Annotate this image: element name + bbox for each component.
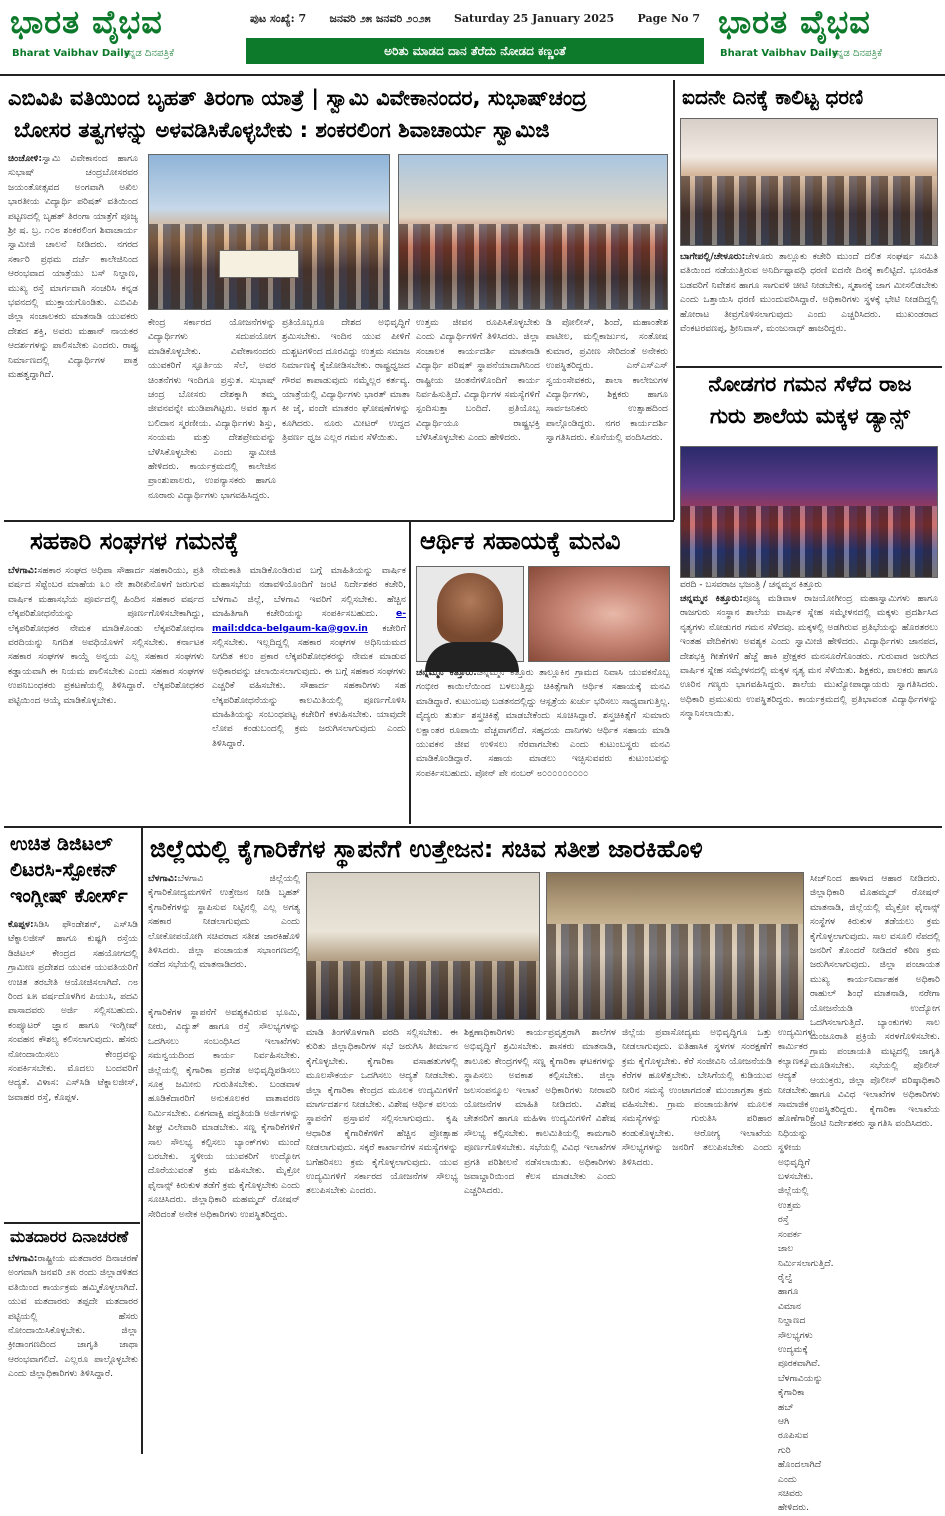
- issue-number: ಪುಟ ಸಂಖ್ಯೆ: 7: [250, 12, 307, 25]
- person-photo: [416, 566, 524, 662]
- cooperative-dateline: ಬೆಳಗಾವಿ:: [8, 565, 38, 576]
- financial-dateline: ಚನ್ನಮ್ಮನ ಕಿತ್ತೂರು:: [416, 667, 477, 678]
- brand-sub-kn-left: ಕನ್ನಡ ದಿನಪತ್ರಿಕೆ: [124, 48, 175, 59]
- page-number: Page No 7: [637, 12, 700, 25]
- abvp-rally-photo: [148, 154, 390, 310]
- face-shape: [437, 573, 503, 643]
- section-divider: [676, 366, 942, 368]
- dharna-text: ಚೇಳೂರು ತಾಲ್ಲೂಕು ಕಚೇರಿ ಮುಂದೆ ದಲಿತ ಸಂಘರ್ಷ ಸಮಿತಿ ವತಿಯಿಂದ ನಡೆಯುತ್ತಿರುವ ಅನಿರ್ದಿಷ್ಟಾವಧಿ ಧರಣಿ ಐದನೇ ದಿನಕ್ಕೆ ಕಾಲಿಟ್ಟಿದೆ. ಭೂರಹಿತ ಬಡವರಿಗೆ ನಿವೇಶನ ಹಾಗೂ ಸಾಗುವಳಿ ಚೀಟಿ ನೀಡಬೇಕು, ಸ್ಮಶಾನಕ್ಕೆ ಜಾಗ ಮೀಸಲಿಡಬೇಕು ಎಂದು ಒತ್ತಾಯಿಸಿ ಧರಣಿ ಮುಂದುವರಿಸಿದ್ದಾರೆ. ಅಧಿಕಾರಿಗಳು ಸ್ಥಳಕ್ಕೆ ಭೇಟಿ ನೀಡದಿದ್ದಲ್ಲಿ ಹೋರಾಟ ತೀವ್ರಗೊಳಿಸಲಾಗುವುದು ಎಂದು ಎಚ್ಚರಿಸಿದರು. ಮುಖಂಡರಾದ ವೆಂಕಟರವಣಪ್ಪ, ಶ್ರೀನಿವಾಸ್, ಮಂಜುನಾಥ್ ಹಾಜರಿದ್ದರು.: [680, 251, 938, 335]
- abvp-col1-text: ಸ್ವಾಮಿ ವಿವೇಕಾನಂದ ಹಾಗೂ ಸುಭಾಷ್ ಚಂದ್ರಬೋಸರವರ ಜಯಂತೋತ್ಸವದ ಅಂಗವಾಗಿ ಅಖಿಲ ಭಾರತೀಯ ವಿದ್ಯಾರ್ಥಿ ಪರಿಷತ್ ವತಿಯಿಂದ ಪಟ್ಟಣದಲ್ಲಿ ಬೃಹತ್ ತಿರಂಗಾ ಯಾತ್ರೆಗೆ ಪೂಜ್ಯ ಶ್ರೀ ಷ. ಬ್ರ. ೧೦೮ ಶಂಕರಲಿಂಗ ಶಿವಾಚಾರ್ಯ ಸ್ವಾಮೀಜಿ ಚಾಲನೆ ನೀಡಿದರು. ನಗರದ ಸರ್ಕಾರಿ ಪ್ರಥಮ ದರ್ಜೆ ಕಾಲೇಜಿನಿಂದ ಆರಂಭವಾದ ಯಾತ್ರೆಯು ಬಸ್ ನಿಲ್ದಾಣ, ಮುಖ್ಯ ರಸ್ತೆ ಮಾರ್ಗವಾಗಿ ಸಂಚರಿಸಿ ಕನ್ನಡ ಭವನದಲ್ಲಿ ಮುಕ್ತಾಯಗೊಂಡಿತು. ಎಬಿವಿಪಿ ಜಿಲ್ಲಾ ಸಂಚಾಲಕರು ಮಾತನಾಡಿ ಯುವಕರು ದೇಶದ ಶಕ್ತಿ, ಅವರು ಮಹಾನ್ ನಾಯಕರ ಆದರ್ಶಗಳನ್ನು ಪಾಲಿಸಬೇಕು ಎಂದರು. ರಾಷ್ಟ್ರ ನಿರ್ಮಾಣದಲ್ಲಿ ವಿದ್ಯಾರ್ಥಿಗಳ ಪಾತ್ರ ಮಹತ್ವದ್ದಾಗಿದೆ.: [8, 153, 138, 381]
- cooperative-email-link[interactable]: e-mail:ddca-belgaum-ka@gov.in: [212, 608, 407, 634]
- financial-text: ಚನ್ನಮ್ಮನ ಕಿತ್ತೂರು ತಾಲ್ಲೂಕಿನ ಗ್ರಾಮದ ನಿವಾಸಿ ಯುವಕನೊಬ್ಬ ಗಂಭೀರ ಕಾಯಿಲೆಯಿಂದ ಬಳಲುತ್ತಿದ್ದು ಚಿಕಿತ್ಸೆಗಾಗಿ ಆರ್ಥಿಕ ಸಹಾಯಕ್ಕೆ ಮನವಿ ಮಾಡಿದ್ದಾರೆ. ಕುಟುಂಬವು ಬಡತನದಲ್ಲಿದ್ದು ಆಸ್ಪತ್ರೆಯ ಖರ್ಚು ಭರಿಸಲು ಸಾಧ್ಯವಾಗುತ್ತಿಲ್ಲ. ವೈದ್ಯರು ತುರ್ತು ಶಸ್ತ್ರಚಿಕಿತ್ಸೆ ಮಾಡಬೇಕೆಂದು ಸೂಚಿಸಿದ್ದಾರೆ. ಶಸ್ತ್ರಚಿಕಿತ್ಸೆಗೆ ಸುಮಾರು ಲಕ್ಷಾಂತರ ರೂಪಾಯಿ ವೆಚ್ಚವಾಗಲಿದೆ. ಸಹೃದಯ ದಾನಿಗಳು ಆರ್ಥಿಕ ಸಹಾಯ ಮಾಡಿ ಯುವಕನ ಜೀವ ಉಳಿಸಲು ನೆರವಾಗಬೇಕು ಎಂದು ಕುಟುಂಬಸ್ಥರು ಮನವಿ ಮಾಡಿಕೊಂಡಿದ್ದಾರೆ. ಸಹಾಯ ಮಾಡಲು ಇಚ್ಛಿಸುವವರು ಕುಟುಂಬವನ್ನು ಸಂಪರ್ಕಿಸಬಹುದು. ಪೋನ್ ಪೇ ನಂಬರ್ ೮೦೦೦೦೦೦೦೦೦: [416, 667, 670, 779]
- kannada-date: ಜನವರಿ ೨೫ ಜನವರಿ ೨೦೨೫: [329, 12, 431, 25]
- masthead: [0, 0, 945, 76]
- tagline-bar: ಅರಿತು ಮಾಡದ ದಾನ ತೆರೆದು ನೋಡದ ಕಣ್ಣಂತೆ: [246, 38, 704, 64]
- abvp-column-5: ಡಿ ಪೋಲೀಸ್, ಶಿಂದೆ, ಮಹಾಂತೇಶ ಪಾಟೀಲ, ಮಲ್ಲಿಕಾರ್ಜುನ, ಸಂತೋಷ ಕುಮಾರ, ಪ್ರವೀಣ ಸೇರಿದಂತೆ ಅನೇಕರು ಉಪಸ್ಥಿತರಿದ್ದರು. ಎನ್‌ಎಸ್‌ಎಸ್ ಸ್ವಯಂಸೇವಕರು, ಶಾಲಾ ಕಾಲೇಜುಗಳ ವಿದ್ಯಾರ್ಥಿಗಳು, ಶಿಕ್ಷಕರು ಹಾಗೂ ಸಾರ್ವಜನಿಕರು ಉತ್ಸಾಹದಿಂದ ಪಾಲ್ಗೊಂಡಿದ್ದರು. ನಗರ ಕಾರ್ಯದರ್ಶಿ ಸ್ವಾಗತಿಸಿದರು. ಕೊನೆಯಲ್ಲಿ ವಂದಿಸಿದರು.: [546, 317, 668, 444]
- dharna-body: [680, 250, 938, 362]
- column-divider: [409, 522, 411, 824]
- abvp-march-photo: [398, 154, 668, 310]
- industries-column-2: ಮಾಡಿ ತಿಂಗಳೊಳಗಾಗಿ ವರದಿ ಸಲ್ಲಿಸಬೇಕು. ಈ ಕುರಿತು ಜಿಲ್ಲಾಧಿಕಾರಿಗಳ ಸಭೆ ಜರುಗಿಸಿ ತೀರ್ಮಾನ ಕೈಗೊಳ್ಳಬೇಕು. ಕೈಗಾರಿಕಾ ವಸಾಹತುಗಳಲ್ಲಿ ಮೂಲಸೌಕರ್ಯ ಒದಗಿಸಲು ಆದ್ಯತೆ ನೀಡಬೇಕು. ಜಿಲ್ಲಾ ಕೈಗಾರಿಕಾ ಕೇಂದ್ರದ ಮೂಲಕ ಉದ್ಯಮಿಗಳಿಗೆ ಮಾರ್ಗದರ್ಶನ ನೀಡಬೇಕು. ವಿಶೇಷ ಆರ್ಥಿಕ ವಲಯ ಸ್ಥಾಪನೆಗೆ ಪ್ರಸ್ತಾವನೆ ಸಲ್ಲಿಸಲಾಗುವುದು. ಕೃಷಿ ಆಧಾರಿತ ಕೈಗಾರಿಕೆಗಳಿಗೆ ಹೆಚ್ಚಿನ ಪ್ರೋತ್ಸಾಹ ನೀಡಲಾಗುವುದು. ಸಕ್ಕರೆ ಕಾರ್ಖಾನೆಗಳ ಸಮಸ್ಯೆಗಳನ್ನು ಬಗೆಹರಿಸಲು ಕ್ರಮ ಕೈಗೊಳ್ಳಲಾಗುವುದು. ಯುವ ಉದ್ಯಮಿಗಳಿಗೆ ಸರ್ಕಾರದ ಯೋಜನೆಗಳ ಸೌಲಭ್ಯ ತಲುಪಿಸಬೇಕು ಎಂದರು.: [306, 1027, 458, 1197]
- dance-photo: [680, 446, 938, 578]
- industries-col1-top-text: ಬೆಳಗಾವಿ ಜಿಲ್ಲೆಯಲ್ಲಿ ಕೈಗಾರಿಕೋದ್ಯಮಗಳಿಗೆ ಉತ್ತೇಜನ ನೀಡಿ ಬೃಹತ್ ಕೈಗಾರಿಕೆಗಳನ್ನು ಸ್ಥಾಪಿಸುವ ನಿಟ್ಟಿನಲ್ಲಿ ಎಲ್ಲ ಅಗತ್ಯ ಸಹಕಾರ ನೀಡಲಾಗುವುದು ಎಂದು ಲೋಕೋಪಯೋಗಿ ಸಚಿವರಾದ ಸತೀಶ ಜಾರಕಿಹೊಳಿ ತಿಳಿಸಿದರು. ಜಿಲ್ಲಾ ಪಂಚಾಯತ ಸಭಾಂಗಣದಲ್ಲಿ ನಡೆದ ಸಭೆಯಲ್ಲಿ ಮಾತನಾಡಿದರು.: [148, 873, 300, 971]
- dance-caption: ವರದಿ - ಬಸವರಾಜ ಭಜಂತ್ರಿ / ಚನ್ನಮ್ಮನ ಕಿತ್ತೂರು: [680, 580, 823, 590]
- brand-name-right: ಭಾರತ ವೈಭವ: [718, 3, 871, 41]
- voters-dateline: ಬೆಳಗಾವಿ:: [8, 1253, 38, 1264]
- photo-dancers: [681, 506, 937, 578]
- voters-text: ರಾಷ್ಟ್ರೀಯ ಮತದಾರರ ದಿನಾಚರಣೆ ಅಂಗವಾಗಿ ಜನವರಿ ೨೫ ರಂದು ಜಿಲ್ಲಾಡಳಿತದ ವತಿಯಿಂದ ಕಾರ್ಯಕ್ರಮ ಹಮ್ಮಿಕೊಳ್ಳಲಾಗಿದೆ. ಯುವ ಮತದಾರರು ತಪ್ಪದೇ ಮತದಾರರ ಪಟ್ಟಿಯಲ್ಲಿ ಹೆಸರು ನೋಂದಾಯಿಸಿಕೊಳ್ಳಬೇಕು. ಜಿಲ್ಲಾ ಕ್ರೀಡಾಂಗಣದಿಂದ ಜಾಗೃತಿ ಜಾಥಾ ಆರಂಭವಾಗಲಿದೆ. ಎಲ್ಲರೂ ಪಾಲ್ಗೊಳ್ಳಬೇಕು ಎಂದು ಜಿಲ್ಲಾಧಿಕಾರಿಗಳು ತಿಳಿಸಿದ್ದಾರೆ.: [8, 1253, 138, 1380]
- industries-column-1-top: [148, 872, 300, 1002]
- abvp-column-1: [8, 152, 138, 512]
- photo-crowd: [399, 224, 667, 309]
- digital-text: ಸಿಡಿಸಿ ಫೌಂಡೇಶನ್, ಎಸ್‌ಸಿಡಿ ಟೆಕ್ನಾಲಜೀಸ್ ಹಾಗೂ ಕುಷ್ಟಗಿ ರಸ್ತೆಯ ಡಿಜಿಟಲ್ ಕೇಂದ್ರದ ಸಹಯೋಗದಲ್ಲಿ ಗ್ರಾಮೀಣ ಪ್ರದೇಶದ ಯುವಕ ಯುವತಿಯರಿಗೆ ಉಚಿತ ತರಬೇತಿ ಆಯೋಜಿಸಲಾಗಿದೆ. ೧೮ ರಿಂದ ೩೫ ವರ್ಷದೊಳಗಿನ ಪಿಯುಸಿ, ಪದವಿ ಪಾಸಾದವರು ಅರ್ಜಿ ಸಲ್ಲಿಸಬಹುದು. ಕಂಪ್ಯೂಟರ್ ಜ್ಞಾನ ಹಾಗೂ ಇಂಗ್ಲೀಷ್ ಸಂವಹನ ಕೌಶಲ್ಯ ಕಲಿಸಲಾಗುವುದು. ಹೆಸರು ನೋಂದಾಯಿಸಲು ಕೇಂದ್ರವನ್ನು ಸಂಪರ್ಕಿಸಬೇಕು. ಮೊದಲು ಬಂದವರಿಗೆ ಆದ್ಯತೆ. ವಿಳಾಸ: ಎಸ್‌ಸಿಡಿ ಟೆಕ್ನಾಲಜೀಸ್, ಜವಾಹರ ರಸ್ತೆ, ಕೊಪ್ಪಳ.: [8, 919, 138, 1103]
- digital-dateline: ಕೊಪ್ಪಳ:: [8, 919, 34, 930]
- industries-column-5: ಉದ್ಯಮಿಗಳು ಕಾರ್ಮಿಕರ ಕಲ್ಯಾಣಕ್ಕೂ ಆದ್ಯತೆ ನೀಡಬೇಕು. ಸಾಮಾಜಿಕ ಹೊಣೆಗಾರಿಕೆ ನಿಧಿಯನ್ನು ಸ್ಥಳೀಯ ಅಭಿವೃದ್ಧಿಗೆ ಬಳಸಬೇಕು. ಜಿಲ್ಲೆಯಲ್ಲಿ ಉತ್ತಮ ರಸ್ತೆ ಸಂಪರ್ಕ ಜಾಲ ನಿರ್ಮಿಸಲಾಗುತ್ತಿದೆ. ರೈಲ್ವೆ ಹಾಗೂ ವಿಮಾನ ನಿಲ್ದಾಣದ ಸೌಲಭ್ಯಗಳು ಉದ್ಯಮಕ್ಕೆ ಪೂರಕವಾಗಿವೆ. ಬೆಳಗಾವಿಯನ್ನು ಕೈಗಾರಿಕಾ ಹಬ್ ಆಗಿ ರೂಪಿಸುವ ಗುರಿ ಹೊಂದಲಾಗಿದೆ ಎಂದು ಸಚಿವರು ಹೇಳಿದರು.: [778, 1027, 834, 1514]
- dance-dateline: ಚನ್ನಮ್ಮನ ಕಿತ್ತೂರು:: [680, 593, 743, 604]
- cooperative-col2-text: ನೇಮಕಾತಿ ಮಾಡಿಕೊಂಡಿರುವ ಬಗ್ಗೆ ಮಾಹಿತಿಯನ್ನು ವಾರ್ಷಿಕ ಮಹಾಸಭೆಯ ನಡಾವಳಿಯೊಂದಿಗೆ ಜಂಟಿ ನಿರ್ದೇಶಕರ ಕಚೇರಿ, ಬೆಳಗಾವಿ ಜಿಲ್ಲೆ, ಬೆಳಗಾವಿ ಇವರಿಗೆ ಸಲ್ಲಿಸಬೇಕು. ಹೆಚ್ಚಿನ ಮಾಹಿತಿಗಾಗಿ ಕಚೇರಿಯನ್ನು ಸಂಪರ್ಕಿಸಬಹುದು.: [212, 565, 406, 620]
- abvp-headline-2: ಬೋಸರ ತತ್ವಗಳನ್ನು ಅಳವಡಿಸಿಕೊಳ್ಳಬೇಕು : ಶಂಕರಲಿಂಗ ಶಿವಾಚಾರ್ಯ ಸ್ವಾಮಿಜಿ: [14, 118, 550, 142]
- financial-headline: ಆರ್ಥಿಕ ಸಹಾಯಕ್ಕೆ ಮನವಿ: [420, 527, 621, 555]
- industries-column-4: ಜಿಲ್ಲೆಯ ಪ್ರವಾಸೋದ್ಯಮ ಅಭಿವೃದ್ಧಿಗೂ ಒತ್ತು ನೀಡಲಾಗುವುದು. ಐತಿಹಾಸಿಕ ಸ್ಥಳಗಳ ಸಂರಕ್ಷಣೆಗೆ ಕ್ರಮ ಕೈಗೊಳ್ಳಬೇಕು. ಕೆರೆ ಸಂಜೀವಿನಿ ಯೋಜನೆಯಡಿ ಕೆರೆಗಳ ಹೂಳೆತ್ತಬೇಕು. ಬೇಸಿಗೆಯಲ್ಲಿ ಕುಡಿಯುವ ನೀರಿನ ಸಮಸ್ಯೆ ಉಂಟಾಗದಂತೆ ಮುಂಜಾಗ್ರತಾ ಕ್ರಮ ವಹಿಸಬೇಕು. ಗ್ರಾಮ ಪಂಚಾಯತಿಗಳ ಮೂಲಕ ಸಮಸ್ಯೆಗಳನ್ನು ಗುರುತಿಸಿ ಪರಿಹಾರ ಕಂಡುಕೊಳ್ಳಬೇಕು. ಆರೋಗ್ಯ ಇಲಾಖೆಯ ಸೌಲಭ್ಯಗಳನ್ನು ಜನರಿಗೆ ತಲುಪಿಸಬೇಕು ಎಂದು ತಿಳಿಸಿದರು.: [622, 1027, 772, 1168]
- dance-headline-1: ನೋಡಗರ ಗಮನ ಸೆಳೆದ ರಾಜ: [708, 372, 912, 396]
- brand-name-left: ಭಾರತ ವೈಭವ: [10, 3, 163, 41]
- photo-crowd: [681, 176, 937, 245]
- masthead-center: [246, 6, 704, 70]
- industries-column-6: ಸೀಜ್‌ನಿಂದ ಹಾಳಾದ ಆಹಾರ ನೀಡಿದರು. ಜಿಲ್ಲಾಧಿಕಾರಿ ಮೊಹಮ್ಮದ್ ರೋಷನ್ ಮಾತನಾಡಿ, ಜಿಲ್ಲೆಯಲ್ಲಿ ಮೈಕ್ರೋ ಫೈನಾನ್ಸ್ ಸಂಸ್ಥೆಗಳ ಕಿರುಕುಳ ತಡೆಯಲು ಕ್ರಮ ಕೈಗೊಳ್ಳಲಾಗುವುದು. ಸಾಲ ವಸೂಲಿ ನೆಪದಲ್ಲಿ ಜನರಿಗೆ ತೊಂದರೆ ನೀಡಿದರೆ ಕಠಿಣ ಕ್ರಮ ಜರುಗಿಸಲಾಗುವುದು. ಜಿಲ್ಲಾ ಪಂಚಾಯತ ಮುಖ್ಯ ಕಾರ್ಯನಿರ್ವಾಹಕ ಅಧಿಕಾರಿ ರಾಹುಲ್ ಶಿಂಧೆ ಮಾತನಾಡಿ, ನರೇಗಾ ಯೋಜನೆಯಡಿ ಉದ್ಯೋಗ ಒದಗಿಸಲಾಗುತ್ತಿದೆ. ಬ್ಯಾಂಕುಗಳು ಸಾಲ ಮಂಜೂರಾತಿ ಪ್ರಕ್ರಿಯೆ ಸರಳಗೊಳಿಸಬೇಕು. ಗ್ರಾಮ ಪಂಚಾಯತಿ ಮಟ್ಟದಲ್ಲಿ ಜಾಗೃತಿ ಮೂಡಿಸಬೇಕು. ಸಭೆಯಲ್ಲಿ ಪೊಲೀಸ್ ಆಯುಕ್ತರು, ಜಿಲ್ಲಾ ಪೊಲೀಸ್ ವರಿಷ್ಠಾಧಿಕಾರಿ ಹಾಗೂ ವಿವಿಧ ಇಲಾಖೆಗಳ ಅಧಿಕಾರಿಗಳು ಉಪಸ್ಥಿತರಿದ್ದರು. ಕೈಗಾರಿಕಾ ಇಲಾಖೆಯ ಜಂಟಿ ನಿರ್ದೇಶಕರು ಸ್ವಾಗತಿಸಿ ವಂದಿಸಿದರು.: [810, 873, 940, 1129]
- digital-headline-3: ಇಂಗ್ಲೀಷ್ ಕೋರ್ಸ್: [10, 885, 128, 907]
- dharna-photo: [680, 118, 938, 246]
- cooperative-col1-text: ಸಹಕಾರ ಸಂಘದ ಅಧಿಪಾ ಸೌಹಾರ್ದ ಸಹಕಾರಿಯು, ಪ್ರತಿ ವರ್ಷದ ಸೆಪ್ಟೆಂಬರ ಮಾಹೆಯ ೩೦ ನೇ ತಾರೀಖಿನೊಳಗೆ ಜರುಗುವ ವಾರ್ಷಿಕ ಮಹಾಸಭೆಯ ಪೂರ್ವದಲ್ಲಿ ಹಿಂದಿನ ಸಹಕಾರ ವರ್ಷದ ಲೆಕ್ಕಪರಿಶೋಧನೆಯನ್ನು ಪೂರ್ಣಗೊಳಿಸಬೇಕಾಗಿದ್ದು, ಲೆಕ್ಕಪರಿಶೋಧಕರ ನೇಮಕ ಮಾಡಿಕೊಂಡು ಲೆಕ್ಕಪರಿಶೋಧನಾ ವರದಿಯನ್ನು ನಿಗದಿತ ಅವಧಿಯೊಳಗೆ ಸಲ್ಲಿಸಬೇಕು. ಕರ್ನಾಟಕ ಸಹಕಾರ ಸಂಘಗಳ ಕಾಯ್ದೆ ಅನ್ವಯ ಎಲ್ಲ ಸಹಕಾರ ಸಂಘಗಳು ಕಡ್ಡಾಯವಾಗಿ ಈ ನಿಯಮ ಪಾಲಿಸಬೇಕು ಎಂದು ಸಹಕಾರ ಸಂಘಗಳ ಉಪನಿಬಂಧಕರು ಪ್ರಕಟಣೆಯಲ್ಲಿ ತಿಳಿಸಿದ್ದಾರೆ. ಲೆಕ್ಕಪರಿಶೋಧಕರ ಪಟ್ಟಿಯಿಂದ ಆಯ್ಕೆ ಮಾಡಿಕೊಳ್ಳಬೇಕು.: [8, 565, 204, 706]
- financial-body: [416, 666, 670, 818]
- photo-officials: [307, 961, 539, 1019]
- digital-headline-1: ಉಚಿತ ಡಿಜಿಟಲ್: [10, 833, 113, 855]
- dharna-dateline: ಬಾಗೇಪಲ್ಲಿ/ಚೇಳೂರು:: [680, 251, 746, 262]
- voters-headline: ಮತದಾರರ ದಿನಾಚರಣೆ: [10, 1227, 129, 1246]
- medical-photo: [528, 566, 670, 662]
- abvp-column-3: ಪ್ರತಿಯೊಬ್ಬರೂ ದೇಶದ ಅಭಿವೃದ್ಧಿಗೆ ಶ್ರಮಿಸಬೇಕು. ಇಂದಿನ ಯುವ ಪೀಳಿಗೆ ದುಶ್ಚಟಗಳಿಂದ ದೂರವಿದ್ದು ಉತ್ತಮ ಸಮಾಜ ನಿರ್ಮಾಣಕ್ಕೆ ಕೈಜೋಡಿಸಬೇಕು. ರಾಷ್ಟ್ರಧ್ವಜದ ಗೌರವ ಕಾಪಾಡುವುದು ನಮ್ಮೆಲ್ಲರ ಕರ್ತವ್ಯ. ಯಾತ್ರೆಯಲ್ಲಿ ವಿದ್ಯಾರ್ಥಿಗಳು ಭಾರತ್ ಮಾತಾ ಕೀ ಜೈ, ವಂದೇ ಮಾತರಂ ಘೋಷಣೆಗಳನ್ನು ಕೂಗಿದರು. ನೂರು ಮೀಟರ್ ಉದ್ದದ ತ್ರಿವರ್ಣ ಧ್ವಜ ಎಲ್ಲರ ಗಮನ ಸೆಳೆಯಿತು.: [282, 317, 410, 444]
- abvp-column-4: ಉತ್ತಮ ಜೀವನ ರೂಪಿಸಿಕೊಳ್ಳಬೇಕು ಎಂದು ವಿದ್ಯಾರ್ಥಿಗಳಿಗೆ ತಿಳಿಸಿದರು. ಜಿಲ್ಲಾ ಸಂಚಾಲಕ ಕಾರ್ಯದರ್ಶಿ ಮಾತನಾಡಿ ವಿದ್ಯಾರ್ಥಿ ಪರಿಷತ್ ಸ್ಥಾಪನೆಯಾದಾಗಿನಿಂದ ರಾಷ್ಟ್ರೀಯ ಚಿಂತನೆಗಳೊಂದಿಗೆ ಕಾರ್ಯ ನಿರ್ವಹಿಸುತ್ತಿದೆ. ವಿದ್ಯಾರ್ಥಿಗಳ ಸಮಸ್ಯೆಗಳಿಗೆ ಸ್ಪಂದಿಸುತ್ತಾ ಬಂದಿದೆ. ಪ್ರತಿಯೊಬ್ಬ ವಿದ್ಯಾರ್ಥಿಯೂ ರಾಷ್ಟ್ರಭಕ್ತಿ ಬೆಳೆಸಿಕೊಳ್ಳಬೇಕು ಎಂದು ಹೇಳಿದರು.: [416, 317, 540, 444]
- abvp-dateline: ಚಿಂಚೋಳಿ:: [8, 153, 43, 164]
- abvp-headline-1: ಎಬಿವಿಪಿ ವತಿಯಿಂದ ಬೃಹತ್ ತಿರಂಗಾ ಯಾತ್ರೆ | ಸ್ವಾಮಿ ವಿವೇಕಾನಂದರ, ಸುಭಾಷ್‌ಚಂದ್ರ: [8, 86, 587, 110]
- abvp-column-2: ಕೇಂದ್ರ ಸರ್ಕಾರದ ಯೋಜನೆಗಳನ್ನು ವಿದ್ಯಾರ್ಥಿಗಳು ಸದುಪಯೋಗ ಮಾಡಿಕೊಳ್ಳಬೇಕು. ವಿವೇಕಾನಂದರು ಯುವಕರಿಗೆ ಸ್ಫೂರ್ತಿಯ ಸೆಲೆ, ಅವರ ಚಿಂತನೆಗಳು ಇಂದಿಗೂ ಪ್ರಸ್ತುತ. ಸುಭಾಷ್ ಚಂದ್ರ ಬೋಸರು ದೇಶಕ್ಕಾಗಿ ತಮ್ಮ ಜೀವನವನ್ನೇ ಮುಡಿಪಾಗಿಟ್ಟರು. ಅವರ ತ್ಯಾಗ ಬಲಿದಾನ ಸ್ಮರಣೀಯ. ವಿದ್ಯಾರ್ಥಿಗಳು ಶಿಸ್ತು, ಸಂಯಮ ಮತ್ತು ದೇಶಪ್ರೇಮವನ್ನು ಬೆಳೆಸಿಕೊಳ್ಳಬೇಕು ಎಂದು ಸ್ವಾಮೀಜಿ ಹೇಳಿದರು. ಕಾರ್ಯಕ್ರಮದಲ್ಲಿ ಕಾಲೇಜಿನ ಪ್ರಾಂಶುಪಾಲರು, ಉಪನ್ಯಾಸಕರು ಹಾಗೂ ನೂರಾರು ವಿದ್ಯಾರ್ಥಿಗಳು ಭಾಗವಹಿಸಿದ್ದರು.: [148, 317, 276, 501]
- photo-audience: [547, 924, 803, 1019]
- dance-text: ಪೂಜ್ಯ ಮಡಿವಾಳ ರಾಜಯೋಗೀಂದ್ರ ಮಹಾಸ್ವಾಮಿಗಳು ಹಾಗೂ ರಾಜಗುರು ಸಂಸ್ಥಾನ ಶಾಲೆಯ ವಾರ್ಷಿಕ ಸ್ನೇಹ ಸಮ್ಮೇಳನದಲ್ಲಿ ಮಕ್ಕಳು ಪ್ರದರ್ಶಿಸಿದ ನೃತ್ಯಗಳು ನೋಡುಗರ ಗಮನ ಸೆಳೆದವು. ಮಕ್ಕಳಲ್ಲಿ ಅಡಗಿರುವ ಪ್ರತಿಭೆಯನ್ನು ಹೊರತರಲು ಇಂತಹ ವೇದಿಕೆಗಳು ಅವಶ್ಯಕ ಎಂದು ಸ್ವಾಮೀಜಿ ಹೇಳಿದರು. ವಿದ್ಯಾರ್ಥಿಗಳು ಜಾನಪದ, ದೇಶಭಕ್ತಿ ಗೀತೆಗಳಿಗೆ ಹೆಜ್ಜೆ ಹಾಕಿ ಪ್ರೇಕ್ಷಕರ ಮನಸೂರೆಗೊಂಡರು. ಗುರುವಾರ ಜರುಗಿದ ವಾರ್ಷಿಕ ಸ್ನೇಹ ಸಮ್ಮೇಳನದಲ್ಲಿ ಮಕ್ಕಳ ನೃತ್ಯ ಮನ ಸೆಳೆಯಿತು. ಶಿಕ್ಷಕರು, ಪಾಲಕರು ಹಾಗೂ ಊರಿನ ಗಣ್ಯರು ಭಾಗವಹಿಸಿದ್ದರು. ಶಾಲೆಯ ಮುಖ್ಯೋಪಾಧ್ಯಾಯರು ಸ್ವಾಗತಿಸಿದರು. ಅಧಿಕಾರಿ ಪ್ರಮುಖರು ಉಪಸ್ಥಿತರಿದ್ದರು. ಕಾರ್ಯಕ್ರಮದಲ್ಲಿ ಪ್ರತಿಭಾವಂತ ವಿದ್ಯಾರ್ಥಿಗಳನ್ನು ಸನ್ಮಾನಿಸಲಾಯಿತು.: [680, 593, 938, 720]
- section-divider: [4, 1222, 140, 1224]
- dance-body: [680, 592, 938, 820]
- industries-column-1: ಕೈಗಾರಿಕೆಗಳ ಸ್ಥಾಪನೆಗೆ ಅವಶ್ಯಕವಿರುವ ಭೂಮಿ, ನೀರು, ವಿದ್ಯುತ್ ಹಾಗೂ ರಸ್ತೆ ಸೌಲಭ್ಯಗಳನ್ನು ಒದಗಿಸಲು ಸಂಬಂಧಿಸಿದ ಇಲಾಖೆಗಳು ಸಮನ್ವಯದಿಂದ ಕಾರ್ಯ ನಿರ್ವಹಿಸಬೇಕು. ಜಿಲ್ಲೆಯಲ್ಲಿ ಕೈಗಾರಿಕಾ ಪ್ರದೇಶ ಅಭಿವೃದ್ಧಿಪಡಿಸಲು ಸೂಕ್ತ ಜಮೀನು ಗುರುತಿಸಬೇಕು. ಬಂಡವಾಳ ಹೂಡಿಕೆದಾರರಿಗೆ ಅನುಕೂಲಕರ ವಾತಾವರಣ ನಿರ್ಮಿಸಬೇಕು. ಏಕಗವಾಕ್ಷಿ ಪದ್ಧತಿಯಡಿ ಅರ್ಜಿಗಳನ್ನು ಶೀಘ್ರ ವಿಲೇವಾರಿ ಮಾಡಬೇಕು. ಸಣ್ಣ ಕೈಗಾರಿಕೆಗಳಿಗೆ ಸಾಲ ಸೌಲಭ್ಯ ಕಲ್ಪಿಸಲು ಬ್ಯಾಂಕ್‌ಗಳು ಮುಂದೆ ಬರಬೇಕು. ಸ್ಥಳೀಯ ಯುವಕರಿಗೆ ಉದ್ಯೋಗ ದೊರೆಯುವಂತೆ ಕ್ರಮ ವಹಿಸಬೇಕು. ಮೈಕ್ರೋ ಫೈನಾನ್ಸ್ ಕಿರುಕುಳ ತಡೆಗೆ ಕ್ರಮ ಕೈಗೊಳ್ಳಬೇಕು ಎಂದು ಸೂಚಿಸಿದರು. ಜಿಲ್ಲಾಧಿಕಾರಿ ಮಹಮ್ಮದ್ ರೋಷನ್ ಸೇರಿದಂತೆ ಅನೇಕ ಅಧಿಕಾರಿಗಳು ಉಪಸ್ಥಿತರಿದ್ದರು.: [148, 1007, 300, 1220]
- voters-body: [8, 1252, 138, 1452]
- brand-sub-right: Bharat Vaibhav Daily: [720, 48, 839, 59]
- digital-body: [8, 918, 138, 1218]
- brand-sub-kn-right: ಕನ್ನಡ ದಿನಪತ್ರಿಕೆ: [832, 48, 883, 59]
- industries-column-3: ಶಿಕ್ಷಣಾಧಿಕಾರಿಗಳು ಕಾರ್ಯಪ್ರವೃತ್ತರಾಗಿ ಶಾಲೆಗಳ ಅಭಿವೃದ್ಧಿಗೆ ಶ್ರಮಿಸಬೇಕು. ಶಾಸಕರು ಮಾತನಾಡಿ, ತಾಲೂಕು ಕೇಂದ್ರಗಳಲ್ಲಿ ಸಣ್ಣ ಕೈಗಾರಿಕಾ ಘಟಕಗಳನ್ನು ಸ್ಥಾಪಿಸಲು ಅವಕಾಶ ಕಲ್ಪಿಸಬೇಕು. ಜಿಲ್ಲಾ ಜಲಸಂಪನ್ಮೂಲ ಇಲಾಖೆ ಅಧಿಕಾರಿಗಳು ನೀರಾವರಿ ಯೋಜನೆಗಳ ಮಾಹಿತಿ ನೀಡಿದರು. ವಿಶೇಷ ಚೇತನರಿಗೆ ಹಾಗೂ ಮಹಿಳಾ ಉದ್ಯಮಿಗಳಿಗೆ ವಿಶೇಷ ಸೌಲಭ್ಯ ಕಲ್ಪಿಸಬೇಕು. ಕಾಲಮಿತಿಯಲ್ಲಿ ಕಾಮಗಾರಿ ಪೂರ್ಣಗೊಳಿಸಬೇಕು. ಸಭೆಯಲ್ಲಿ ವಿವಿಧ ಇಲಾಖೆಗಳ ಪ್ರಗತಿ ಪರಿಶೀಲನೆ ನಡೆಸಲಾಯಿತು. ಅಧಿಕಾರಿಗಳು ಜವಾಬ್ದಾರಿಯಿಂದ ಕೆಲಸ ಮಾಡಬೇಕು ಎಂದು ಎಚ್ಚರಿಸಿದರು.: [464, 1027, 616, 1197]
- industries-headline: ಜಿಲ್ಲೆಯಲ್ಲಿ ಕೈಗಾರಿಕೆಗಳ ಸ್ಥಾಪನೆಗೆ ಉತ್ತೇಜನ: ಸಚಿವ ಸತೀಶ ಜಾರಕಿಹೊಳಿ: [150, 835, 703, 863]
- column-divider: [673, 80, 675, 520]
- brand-logo-right: [712, 0, 942, 74]
- cooperative-headline: ಸಹಕಾರಿ ಸಂಘಗಳ ಗಮನಕ್ಕೆ: [30, 527, 239, 555]
- brand-sub-left: Bharat Vaibhav Daily: [12, 48, 131, 59]
- industries-meeting-photo-1: [306, 872, 540, 1020]
- section-divider: [4, 520, 674, 522]
- column-divider: [141, 828, 143, 1454]
- digital-headline-2: ಲಿಟರಸಿ-ಸ್ಪೋಕನ್: [10, 859, 118, 881]
- dharna-headline: ಐದನೇ ದಿನಕ್ಕೆ ಕಾಲಿಟ್ಟ ಧರಣಿ: [682, 85, 864, 109]
- section-divider: [4, 826, 942, 828]
- issue-date: Saturday 25 January 2025: [453, 12, 615, 25]
- cooperative-column-1: [8, 564, 204, 816]
- cooperative-col2b-text: ಇಲ್ಲದಿದ್ದಲ್ಲಿ ಸಹಕಾರ ಸಂಘಗಳ ಅಧಿನಿಯಮದ ನಿಗದಿತ ಕಲಂ ಪ್ರಕಾರ ಲೆಕ್ಕಪರಿಶೋಧಕರನ್ನು ನೇಮಕ ಮಾಡುವ ಅಧಿಕಾರವನ್ನು ಚಲಾಯಿಸಲಾಗುವುದು. ಈ ಬಗ್ಗೆ ಸಹಕಾರ ಸಂಘಗಳು ಎಚ್ಚರಿಕೆ ವಹಿಸಬೇಕು. ಸೌಹಾರ್ದ ಸಹಕಾರಿಗಳು ಸಹ ಲೆಕ್ಕಪರಿಶೋಧನೆಯನ್ನು ಕಾಲಮಿತಿಯಲ್ಲಿ ಪೂರ್ಣಗೊಳಿಸಿ ಮಾಹಿತಿಯನ್ನು ಸಂಬಂಧಪಟ್ಟ ಕಚೇರಿಗೆ ಕಳುಹಿಸಬೇಕು. ಯಾವುದೇ ಲೋಪ ಕಂಡುಬಂದಲ್ಲಿ ಕ್ರಮ ಜರುಗಿಸಲಾಗುವುದು ಎಂದು ತಿಳಿಸಿದ್ದಾರೆ.: [212, 637, 407, 749]
- cooperative-column-2: [212, 564, 406, 816]
- cooperative-email-suffix: ಕಚೇರಿಗೆ ಸಲ್ಲಿಸಬೇಕು.: [212, 622, 406, 649]
- industries-dateline: ಬೆಳಗಾವಿ:: [148, 873, 178, 884]
- dance-headline-2: ಗುರು ಶಾಲೆಯ ಮಕ್ಕಳ ಡ್ಯಾನ್ಸ್: [710, 404, 910, 428]
- issue-meta: [246, 6, 704, 26]
- brand-logo-left: [4, 0, 234, 74]
- industries-meeting-photo-2: [546, 872, 804, 1020]
- rally-banner: [219, 250, 299, 278]
